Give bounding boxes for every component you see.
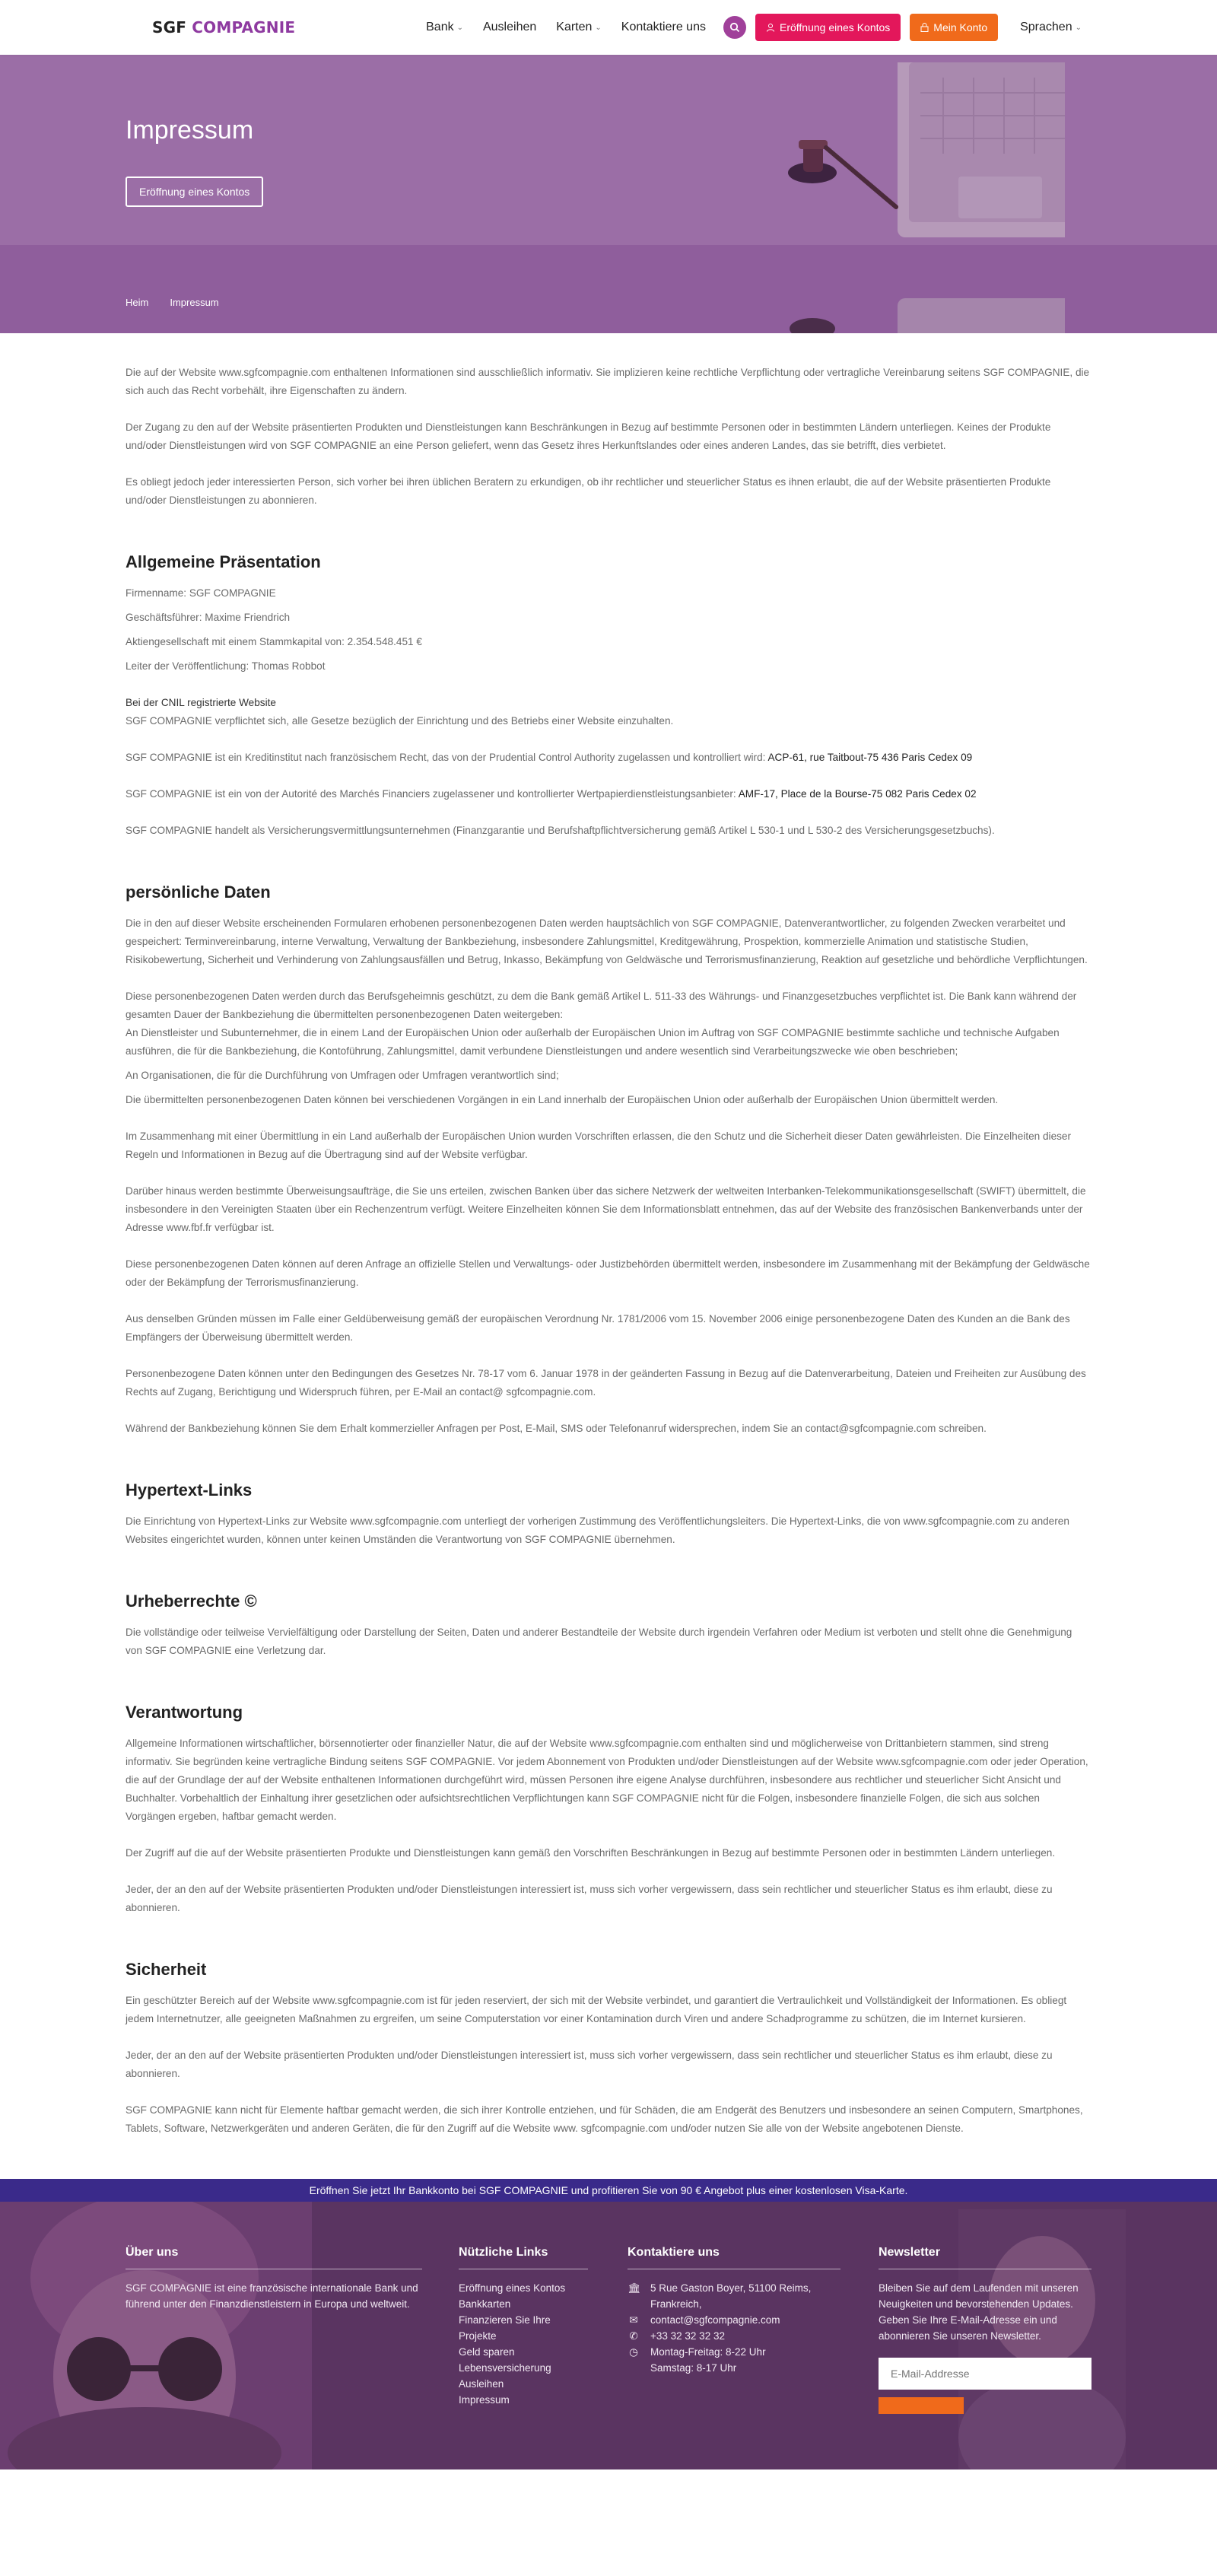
footer-link[interactable]: Finanzieren Sie Ihre Projekte (459, 2314, 551, 2342)
contact-email-text: contact@sgfcompagnie.com (650, 2314, 780, 2326)
footer-link[interactable]: Bankkarten (459, 2298, 511, 2310)
user-icon (766, 23, 775, 32)
amf-text: SGF COMPAGNIE ist ein von der Autorité des Marchés Financiers zugelassener und kontrollierter Wertpapierdienstleistungsanbieter: (126, 788, 736, 800)
hours-weekdays: Montag-Freitag: 8-22 Uhr (650, 2346, 766, 2358)
cnil-block (126, 694, 1091, 730)
footer-link[interactable]: Geld sparen (459, 2346, 515, 2358)
contact-phone-text: +33 32 32 32 32 (650, 2330, 725, 2342)
laptop-gavel-image-faded (783, 298, 1065, 333)
amf-address: AMF-17, Place de la Bourse-75 082 Paris Cedex 02 (738, 788, 977, 800)
bank-building-icon: 🏛 (628, 2282, 641, 2294)
footer-link[interactable]: Impressum (459, 2394, 510, 2406)
responsibility-paragraph: Jeder, der an den auf der Website präsentierten Produkten und/oder Dienstleistungen interessiert ist, muss sich vorher vergewissern, dass sein rechtlicher und steuerlicher Status es ihm erlaubt, diese zu abonnieren. (126, 1884, 1053, 1913)
footer-link[interactable]: Ausleihen (459, 2378, 504, 2390)
nav-bank[interactable] (416, 21, 473, 34)
contact-address (628, 2280, 840, 2312)
breadcrumb-home[interactable]: Heim (126, 297, 149, 308)
section-heading-general: Allgemeine Präsentation (126, 552, 321, 571)
nav-ausleihen-label: Ausleihen (482, 21, 537, 33)
contact-hours-text (650, 2344, 766, 2376)
footer-links (459, 2246, 588, 2469)
publication-director: Leiter der Veröffentlichung: Thomas Robbot (126, 660, 326, 672)
footer-newsletter-title: Newsletter (879, 2246, 1091, 2269)
my-account-button[interactable] (910, 14, 998, 41)
logo-part2: COMPAGNIE (192, 18, 296, 37)
breadcrumb-current: Impressum (170, 297, 219, 308)
responsibility-paragraph: Allgemeine Informationen wirtschaftlicher, börsennotierter oder finanzieller Natur, die auf der Website www.sgfcompagnie.com enthalten sind und möglicherweise von Drittanbietern stammen, sind streng informativ. Sie begründen keine vertragliche Bindung seitens SGF COMPAGNIE. Vor jedem Abonnement von Produkten und/oder Dienstleistungen auf der Website www.sgfcompagnie.com oder jeder Operation, die auf der Grundlage der auf der Website enthaltenen Informationen durchgeführt wird, müssen Personen ihre eigene Analyse durchführen, insbesondere aus rechtlicher und steuerlicher Sicht Ansicht und Buchhalter. Vorbehaltlich der Einhaltung ihrer gesetzlichen oder aufsichtsrechtlichen Verpflichtungen kann SGF COMPAGNIE nicht für die Folgen, insbesondere finanzielle Folgen, die sich aus solchen Vorgängen ergeben, haftbar gemacht werden. (126, 1738, 1088, 1822)
contact-address-text: 5 Rue Gaston Boyer, 51100 Reims, Frankreich, (650, 2282, 812, 2310)
personal-paragraph: Die übermittelten personenbezogenen Daten können bei verschiedenen Vorgängen in ein Land innerhalb der Europäischen Union oder außerhalb der Europäischen Union übermittelt werden. (126, 1094, 999, 1105)
logo[interactable] (152, 18, 295, 37)
chevron-down-icon: ⌄ (595, 23, 602, 32)
chevron-down-icon: ⌄ (456, 23, 463, 32)
footer-about-text: SGF COMPAGNIE ist eine französische internationale Bank und führend unter den Finanzdienstleistern in Europa und weltweit. (126, 2282, 418, 2310)
acp-address: ACP-61, rue Taitbout-75 436 Paris Cedex 09 (767, 752, 973, 763)
personal-paragraph: Darüber hinaus werden bestimmte Überweisungsaufträge, die Sie uns erteilen, zwischen Banken über das sichere Netzwerk der weltweiten Interbanken-Telekommunikationsgesellschaft (SWIFT) übermittelt, die insbesondere in den Vereinigten Staaten über ein Rechenzentrum verfügt. Weitere Einzelheiten können Sie dem Informationsblatt entnehmen, das auf der Website des französischen Bankenverbands unter der Adresse www.fbf.fr verfügbar ist. (126, 1185, 1086, 1233)
nav-karten-label: Karten (556, 21, 593, 33)
company-name: Firmenname: SGF COMPAGNIE (126, 587, 276, 599)
footer-links-title: Nützliche Links (459, 2246, 588, 2269)
breadcrumb (126, 297, 219, 308)
phone-icon: ✆ (629, 2330, 638, 2342)
amf-paragraph (126, 785, 1091, 803)
newsletter-email-input[interactable] (879, 2358, 1091, 2390)
footer (0, 2202, 1217, 2469)
open-account-label: Eröffnung eines Kontos (779, 21, 891, 33)
personal-paragraph: An Organisationen, die für die Durchführung von Umfragen oder Umfragen verantwortlich sind; (126, 1070, 559, 1081)
personal-paragraph: An Dienstleister und Subunternehmer, die in einem Land der Europäischen Union oder außerhalb der Europäischen Union im Auftrag von SGF COMPAGNIE bestimmte sachliche und technische Aufgaben ausführen, die für die Bankbeziehung, die Kontoführung, Zahlungsmittel, damit verbundene Dienstleistungen und andere wesentlich sind Verarbeitungszwecke wie oben beschrieben; (126, 1027, 1060, 1057)
personal-paragraph: Diese personenbezogenen Daten können auf deren Anfrage an offizielle Stellen und Verwaltungs- oder Justizbehörden übermittelt werden, insbesondere im Zusammenhang mit der Bekämpfung der Geldwäsche oder der Bekämpfung der Terrorismusfinanzierung. (126, 1258, 1090, 1288)
footer-newsletter (879, 2246, 1091, 2469)
managing-director: Geschäftsführer: Maxime Friendrich (126, 612, 291, 623)
clock-icon: ◷ (629, 2346, 638, 2358)
footer-about (126, 2246, 422, 2469)
logo-part1: SGF (152, 18, 187, 37)
contact-email[interactable] (628, 2312, 840, 2328)
intro-paragraph: Die auf der Website www.sgfcompagnie.com enthaltenen Informationen sind ausschließlich informativ. Sie implizieren keine rechtliche Verpflichtung oder vertragliche Vereinbarung seitens SGF COMPAGNIE, die sich auch das Recht vorbehält, ihre Eigenschaften zu ändern. (126, 367, 1090, 396)
nav-bank-label: Bank (426, 21, 454, 33)
personal-paragraph: Personenbezogene Daten können unter den Bedingungen des Gesetzes Nr. 78-17 vom 6. Januar 1978 in der geänderten Fassung in Bezug auf die Datenverarbeitung, Dateien und Freiheiten zur Ausübung des Rechts auf Zugang, Berichtigung und Widerspruch führen, per E-Mail an contact@ sgfcompagnie.com. (126, 1368, 1086, 1398)
nav-kontakt[interactable] (612, 21, 716, 34)
newsletter-subscribe-button[interactable] (879, 2397, 964, 2414)
promo-bar[interactable]: Eröffnen Sie jetzt Ihr Bankkonto bei SGF COMPAGNIE und profitieren Sie von 90 € Angebot plus einer kostenlosen Visa-Karte. (0, 2179, 1217, 2202)
nav-ausleihen[interactable] (473, 21, 546, 34)
section-heading-personal: persönliche Daten (126, 883, 271, 902)
acp-text: SGF COMPAGNIE ist ein Kreditinstitut nach französischem Recht, das von der Prudential Control Authority zugelassen und kontrolliert wird: (126, 752, 766, 763)
footer-newsletter-text: Bleiben Sie auf dem Laufenden mit unseren Neuigkeiten und bevorstehenden Updates. Geben Sie Ihre E-Mail-Adresse ein und abonnieren Sie unseren Newsletter. (879, 2282, 1079, 2342)
lock-icon (920, 23, 929, 32)
personal-paragraph: Im Zusammenhang mit einer Übermittlung in ein Land außerhalb der Europäischen Union wurden Vorschriften erlassen, die den Schutz und die Sicherheit dieser Daten gewährleisten. Die Einzelheiten dieser Regeln und Informationen in Bezug auf die Übertragung sind auf der Website verfügbar. (126, 1131, 1072, 1160)
intro-paragraph: Der Zugang zu den auf der Website präsentierten Produkten und Dienstleistungen kann Beschränkungen in Bezug auf bestimmte Personen oder in bestimmten Ländern unterliegen. Keines der Produkte und/oder Dienstleistungen wird von SGF COMPAGNIE an eine Person geliefert, wenn das Gesetz ihres Herkunftslandes oder eines anderen Landes, das sie betrifft, dies verbietet. (126, 421, 1051, 451)
page-title: Impressum (126, 116, 254, 145)
intro-paragraph: Es obliegt jedoch jeder interessierten Person, sich vorher bei ihren üblichen Beratern zu erkundigen, ob ihr rechtlicher und steuerlicher Status es ihnen erlaubt, die auf der Website präsentierten Produkte und/oder Dienstleistungen zu abonnieren. (126, 476, 1051, 506)
personal-paragraph: Diese personenbezogenen Daten werden durch das Berufsgeheimnis geschützt, zu dem die Bank gemäß Artikel L. 511-33 des Währungs- und Finanzgesetzbuches verpflichtet ist. Die Bank kann während der gesamten Dauer der Bankbeziehung die übermittelten personenbezogenen Daten weitergeben: (126, 991, 1077, 1020)
open-account-button[interactable] (755, 14, 901, 41)
security-paragraph: SGF COMPAGNIE kann nicht für Elemente haftbar gemacht werden, die sich ihrer Kontrolle entziehen, und für Schäden, die am Endgerät des Benutzers und insbesondere an seinen Computern, Smartphones, Tablets, Software, Netzwerkgeräten und anderen Geräten, die für den Zugriff auf die Website www. sgfcompagnie.com und/oder nutzen Sie alle von der Website angebotenen Dienste. (126, 2104, 1083, 2134)
security-paragraph: Ein geschützter Bereich auf der Website www.sgfcompagnie.com ist für jeden reserviert, der sich mit der Website verbindet, und garantiert die Vertraulichkeit und Vollständigkeit der Informationen. Es obliegt jedem Internetnutzer, alle geeigneten Maßnahmen zu ergreifen, um seine Computerstation vor einer Kontamination durch Viren und andere Schadprogramme zu schützen, die im Internet kursieren. (126, 1995, 1067, 2024)
footer-contact-title: Kontaktiere uns (628, 2246, 840, 2269)
legal-content (0, 333, 1217, 2179)
personal-paragraph: Aus denselben Gründen müssen im Falle einer Geldüberweisung gemäß der europäischen Verordnung Nr. 1781/2006 vom 15. November 2006 einige personenbezogene Daten des Kunden an die Bank des Empfängers der Überweisung übermittelt werden. (126, 1313, 1070, 1343)
language-menu[interactable] (1010, 21, 1091, 34)
hero-banner (0, 55, 1217, 333)
hyperlinks-paragraph: Die Einrichtung von Hypertext-Links zur Website www.sgfcompagnie.com unterliegt der vorherigen Zustimmung des Veröffentlichungsleiters. Die Hypertext-Links, die von www.sgfcompagnie.com zu anderen Websites eingerichtet wurden, können unter keinen Umständen die Verantwortung von SGF COMPAGNIE übernehmen. (126, 1515, 1069, 1545)
header (0, 0, 1217, 55)
hero-open-account-button[interactable]: Eröffnung eines Kontos (126, 177, 263, 207)
laptop-gavel-image (783, 62, 1065, 237)
chevron-down-icon: ⌄ (1075, 23, 1082, 32)
section-heading-copyright: Urheberrechte © (126, 1592, 257, 1611)
footer-link[interactable]: Eröffnung eines Kontos (459, 2282, 566, 2294)
nav-karten[interactable] (546, 21, 612, 34)
footer-about-title: Über uns (126, 2246, 422, 2269)
insurance-paragraph: SGF COMPAGNIE handelt als Versicherungsvermittlungsunternehmen (Finanzgarantie und Berufshaftpflichtversicherung gemäß Artikel L 530-1 und L 530-2 des Versicherungsgesetzbuchs). (126, 825, 995, 836)
contact-phone[interactable] (628, 2328, 840, 2344)
personal-paragraph: Die in den auf dieser Website erscheinenden Formularen erhobenen personenbezogenen Daten werden hauptsächlich von SGF COMPAGNIE, Datenverantwortlicher, zu folgenden Zwecken verarbeitet und gespeichert: Terminvereinbarung, interne Verwaltung, Verwaltung der Bankbeziehung, insbesondere Zahlungsmittel, Kreditgewährung, Prospektion, kommerzielle Animation und statistische Studien, Risikobewertung, Sicherheit und Verhinderung von Zahlungsausfällen und Betrug, Inkasso, Bekämpfung von Geldwäsche und Terrorismusfinanzierung, Reaktion auf gesetzliche und behördliche Verpflichtungen. (126, 918, 1088, 965)
contact-hours (628, 2344, 840, 2376)
acp-paragraph (126, 749, 1091, 767)
main-nav (416, 14, 1091, 41)
search-button[interactable] (723, 16, 746, 39)
section-heading-hyperlinks: Hypertext-Links (126, 1480, 253, 1499)
footer-link[interactable]: Lebensversicherung (459, 2362, 551, 2374)
cnil-text: SGF COMPAGNIE verpflichtet sich, alle Gesetze bezüglich der Einrichtung und des Betriebs einer Website einzuhalten. (126, 715, 674, 727)
security-paragraph: Jeder, der an den auf der Website präsentierten Produkten und/oder Dienstleistungen interessiert ist, muss sich vorher vergewissern, dass sein rechtlicher und steuerlicher Status es ihm erlaubt, diese zu abonnieren. (126, 2050, 1053, 2079)
hours-saturday: Samstag: 8-17 Uhr (650, 2362, 737, 2374)
responsibility-paragraph: Der Zugriff auf die auf der Website präsentierten Produkte und Dienstleistungen kann gemäß den Vorschriften Beschränkungen in Bezug auf bestimmte Personen oder in bestimmten Ländern unterliegen. (126, 1847, 1056, 1859)
personal-paragraph: Während der Bankbeziehung können Sie dem Erhalt kommerzieller Anfragen per Post, E-Mail, SMS oder Telefonanruf widersprechen, indem Sie an contact@sgfcompagnie.com schreiben. (126, 1423, 987, 1434)
section-heading-security: Sicherheit (126, 1960, 207, 1979)
envelope-icon: ✉ (629, 2314, 638, 2326)
language-label: Sprachen (1020, 21, 1072, 33)
cnil-title: Bei der CNIL registrierte Website (126, 697, 276, 708)
footer-contact (628, 2246, 840, 2469)
share-capital: Aktiengesellschaft mit einem Stammkapital von: 2.354.548.451 € (126, 636, 422, 647)
nav-kontakt-label: Kontaktiere uns (621, 21, 706, 33)
my-account-label: Mein Konto (933, 21, 988, 33)
section-heading-responsibility: Verantwortung (126, 1703, 243, 1722)
copyright-paragraph: Die vollständige oder teilweise Vervielfältigung oder Darstellung der Seiten, Daten und anderer Bestandteile der Website durch irgendein Verfahren oder Medium ist verboten und stellt ohne die Genehmigung von SGF COMPAGNIE eine Verletzung dar. (126, 1627, 1072, 1656)
search-icon (729, 22, 740, 33)
